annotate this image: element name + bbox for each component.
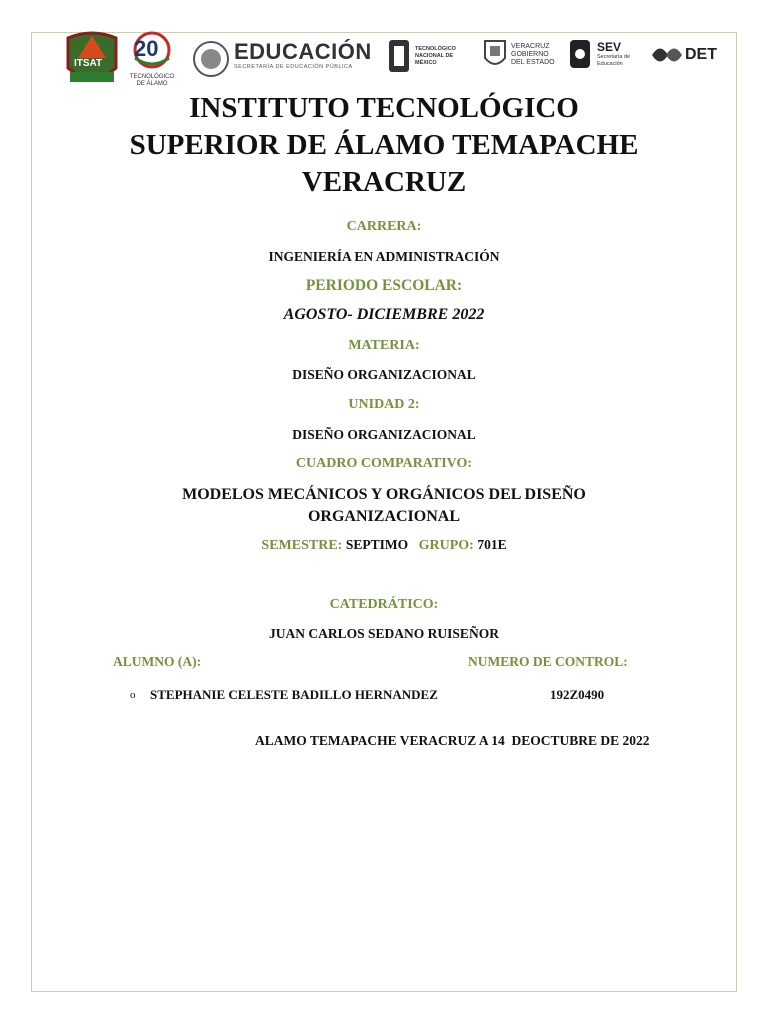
periodo-value: AGOSTO- DICIEMBRE 2022	[283, 306, 485, 323]
tecnm-logo	[387, 38, 467, 74]
mexico-seal-logo	[192, 40, 230, 78]
control-value: 192Z0490	[550, 687, 605, 702]
list-bullet: o	[130, 689, 136, 701]
det-leaf-icon	[648, 40, 684, 70]
grupo-label: GRUPO:	[418, 538, 474, 553]
footer-date: ALAMO TEMAPACHE VERACRUZ A 14 DEOCTUBRE DE 2022	[255, 733, 650, 748]
cuadro-label: CUADRO COMPARATIVO:	[295, 456, 473, 471]
det-logo	[648, 40, 717, 70]
sep-logo-text: EDUCACIÓN	[234, 39, 372, 64]
title-line-2: SUPERIOR DE ÁLAMO TEMAPACHE	[129, 129, 639, 161]
student-name: STEPHANIE CELESTE BADILLO HERNANDEZ	[150, 687, 438, 702]
veracruz-logo-text: VERACRUZ GOBIERNO DEL ESTADO	[511, 43, 555, 66]
anniversary-caption: TECNOLÓGICO DE ÁLAMO	[129, 74, 175, 87]
det-logo-text: DET	[685, 46, 717, 63]
semestre-row	[0, 537, 768, 554]
sep-logo-subtext: SECRETARÍA DE EDUCACIÓN PÚBLICA	[234, 64, 353, 70]
sev-logo-subtext: Secretaría de Educación	[597, 54, 631, 67]
sev-emblem-icon	[566, 36, 594, 72]
sep-logo	[234, 40, 372, 70]
anniversary-number: 20	[134, 36, 159, 61]
title-line-1: INSTITUTO TECNOLÓGICO	[189, 92, 579, 124]
materia-value: DISEÑO ORGANIZACIONAL	[292, 367, 476, 382]
semestre-value: SEPTIMO	[345, 537, 409, 552]
mexico-seal-icon	[192, 40, 230, 78]
institute-title	[0, 90, 768, 201]
sev-logo-text: SEV	[597, 40, 622, 54]
grupo-value: 701E	[477, 537, 507, 552]
carrera-label: CARRERA:	[346, 219, 422, 234]
title-line-3: VERACRUZ	[301, 166, 467, 198]
catedratico-value: JUAN CARLOS SEDANO RUISEÑOR	[269, 626, 499, 641]
materia-label: MATERIA:	[348, 338, 420, 353]
logo-strip	[62, 24, 732, 92]
cuadro-value-line-1: MODELOS MECÁNICOS Y ORGÁNICOS DEL DISEÑO	[182, 486, 586, 503]
itsat-logo-text: ITSAT	[74, 58, 103, 69]
tecnm-logo-text: TECNOLÓGICO NACIONAL DE MÉXICO	[415, 45, 456, 66]
control-label: NUMERO DE CONTROL:	[468, 654, 628, 669]
anniversary-logo	[124, 30, 180, 86]
catedratico-label: CATEDRÁTICO:	[329, 597, 439, 612]
carrera-value: INGENIERÍA EN ADMINISTRACIÓN	[268, 249, 500, 264]
periodo-label: PERIODO ESCOLAR:	[305, 277, 463, 294]
veracruz-shield-icon	[482, 38, 508, 72]
semestre-label: SEMESTRE:	[261, 538, 343, 553]
cuadro-value	[0, 484, 768, 528]
unidad-label: UNIDAD 2:	[348, 397, 420, 412]
tecnm-gear-icon	[387, 38, 411, 74]
itsat-logo	[62, 28, 122, 90]
alumno-label: ALUMNO (A):	[113, 654, 202, 669]
sev-logo	[566, 36, 641, 72]
veracruz-logo	[482, 38, 557, 72]
unidad-value: DISEÑO ORGANIZACIONAL	[292, 427, 476, 442]
cuadro-value-line-2: ORGANIZACIONAL	[307, 508, 460, 525]
